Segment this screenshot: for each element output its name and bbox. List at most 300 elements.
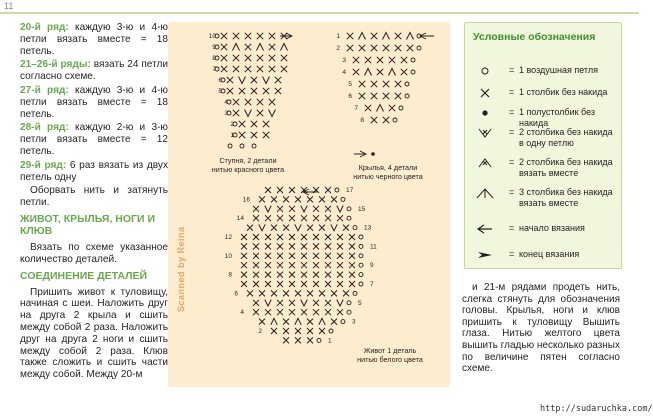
x-stitch-mark <box>245 33 251 39</box>
x-stitch-mark <box>349 253 355 259</box>
row-number: 3 <box>224 110 228 117</box>
x-stitch-mark <box>253 243 259 249</box>
chain-mark <box>347 207 351 211</box>
x-stitch-mark <box>313 281 319 287</box>
x-stitch-mark <box>265 309 271 315</box>
increase-mark <box>259 224 265 230</box>
x-stitch-mark <box>377 57 383 63</box>
row-number: 8 <box>360 117 364 124</box>
chain-mark <box>417 46 421 50</box>
x-stitch-mark <box>263 132 269 138</box>
chain-mark <box>359 273 363 277</box>
x-stitch-mark <box>239 121 245 127</box>
x-stitch-mark <box>301 234 307 240</box>
x-stitch-mark <box>265 272 271 278</box>
x-stitch-mark <box>325 300 331 306</box>
x-stitch-mark <box>265 243 271 249</box>
row-number: 11 <box>370 243 377 251</box>
row-number: 8 <box>212 55 216 62</box>
legend-equals: = <box>509 65 515 75</box>
x-stitch-mark <box>301 215 307 221</box>
chain-mark <box>359 244 363 248</box>
x-stitch-mark <box>371 45 377 51</box>
increase-mark <box>301 206 307 212</box>
section-title-assembly: СОЕДИНЕНИЕ ДЕТАЛЕЙ <box>20 269 148 282</box>
x-stitch-mark <box>337 262 343 268</box>
x-stitch-mark <box>221 33 227 39</box>
x-stitch-mark <box>347 45 353 51</box>
x-stitch-mark <box>245 55 251 61</box>
x-stitch-mark <box>325 281 331 287</box>
x-stitch-mark <box>269 99 275 105</box>
x-stitch-mark <box>247 290 253 296</box>
chain-mark <box>353 291 357 295</box>
top-rule <box>0 12 639 14</box>
x-stitch-mark <box>227 77 233 83</box>
x-stitch-mark <box>337 281 343 287</box>
x-stitch-mark <box>395 45 401 51</box>
row-number: 2 <box>258 328 262 335</box>
x-stitch-mark <box>277 272 283 278</box>
x-stitch-mark <box>313 262 319 268</box>
x-stitch-mark <box>221 44 227 50</box>
x-stitch-mark <box>359 93 365 99</box>
x-stitch-mark <box>275 77 281 83</box>
right-paragraph: и 21-м рядами продеть нить, слегка стянуть для обозначения головы. Крылья, ноги и клюв пришить к туловищу Вышить глаза. Нитью желтого цвета вышить гладью несколько разных по величине пятен согласно схеме. <box>462 282 620 375</box>
x-stitch-mark <box>313 234 319 240</box>
x-stitch-mark <box>325 206 331 212</box>
x-stitch-mark <box>263 121 269 127</box>
row-number: 5 <box>358 299 362 307</box>
x-stitch-mark <box>307 225 313 231</box>
x-stitch-mark <box>257 66 263 72</box>
x-stitch-icon <box>475 87 495 99</box>
legend-text: 1 воздушная петля <box>519 65 598 75</box>
row-number: 3 <box>352 318 356 326</box>
x-stitch-mark <box>233 110 239 116</box>
x-stitch-mark <box>271 196 277 202</box>
chain-mark <box>359 235 363 239</box>
x-stitch-mark <box>325 253 331 259</box>
x-stitch-mark <box>283 196 289 202</box>
x-stitch-mark <box>245 44 251 50</box>
x-stitch-mark <box>371 81 377 87</box>
chain-mark <box>353 226 357 230</box>
row-number: 4 <box>224 99 228 106</box>
x-stitch-mark <box>313 272 319 278</box>
x-stitch-mark <box>325 309 331 315</box>
x-stitch-mark <box>277 215 283 221</box>
x-stitch-mark <box>325 234 331 240</box>
x-stitch-mark <box>319 290 325 296</box>
row-number: 1 <box>336 33 340 40</box>
row-number: 9 <box>212 44 216 51</box>
x-stitch-mark <box>301 272 307 278</box>
chain-mark <box>359 282 363 286</box>
x-stitch-mark <box>289 300 295 306</box>
x-stitch-mark <box>233 66 239 72</box>
row-number: 7 <box>354 105 358 112</box>
decrease-mark <box>295 318 301 324</box>
x-stitch-mark <box>251 132 257 138</box>
chain-mark <box>347 310 351 314</box>
row-number: 16 <box>242 196 250 204</box>
x-stitch-mark <box>289 281 295 287</box>
x-stitch-mark <box>383 93 389 99</box>
x-stitch-mark <box>253 215 259 221</box>
x-stitch-mark <box>289 187 295 193</box>
x-stitch-mark <box>383 81 389 87</box>
x-stitch-mark <box>337 309 343 315</box>
x-stitch-mark <box>257 99 263 105</box>
increase-mark <box>239 77 246 84</box>
x-stitch-mark <box>289 215 295 221</box>
x-stitch-mark <box>313 300 319 306</box>
x-stitch-mark <box>281 55 287 61</box>
x-stitch-mark <box>239 132 245 138</box>
legend-equals: = <box>509 249 515 259</box>
x-stitch-mark <box>269 33 275 39</box>
x-stitch-mark <box>359 81 365 87</box>
x-stitch-mark <box>295 290 301 296</box>
x-stitch-mark <box>307 290 313 296</box>
x-stitch-mark <box>247 225 253 231</box>
legend-text: 2 столбика без накида вязать вместе <box>519 157 613 178</box>
x-stitch-mark <box>253 272 259 278</box>
dot-icon <box>475 107 495 119</box>
x-stitch-mark <box>325 215 331 221</box>
section-text-parts: Вязать по схеме указанное количество деталей. <box>20 241 168 265</box>
x-stitch-mark <box>271 290 277 296</box>
chain-mark <box>317 338 321 342</box>
increase-mark <box>263 77 270 84</box>
x-stitch-mark <box>257 55 263 61</box>
x-stitch-mark <box>377 69 383 75</box>
row-number: 5 <box>348 81 352 88</box>
x-stitch-mark <box>313 206 319 212</box>
caption-belly: Живот 1 деталь нитью белого цвета <box>357 346 423 364</box>
x-stitch-mark <box>269 55 275 61</box>
row-number: 14 <box>236 215 244 223</box>
row-number: 3 <box>342 57 346 64</box>
x-stitch-mark <box>289 253 295 259</box>
legend-equals: = <box>509 87 515 97</box>
x-stitch-mark <box>257 33 263 39</box>
row-number: 7 <box>370 281 374 288</box>
x-stitch-mark <box>259 290 265 296</box>
x-stitch-mark <box>313 243 319 249</box>
decrease-mark <box>271 318 277 324</box>
x-stitch-mark <box>325 187 331 193</box>
x-stitch-mark <box>283 337 289 343</box>
x-stitch-mark <box>301 262 307 268</box>
decrease-mark <box>281 44 288 51</box>
x-stitch-mark <box>383 45 389 51</box>
x-stitch-mark <box>253 262 259 268</box>
x-stitch-mark <box>269 44 275 50</box>
x-stitch-mark <box>401 69 407 75</box>
site-url: http://sudaruchka.com/ <box>540 404 653 414</box>
slip-mark <box>371 152 375 156</box>
finish-text: Оборвать нить и затянуть петли. <box>20 185 168 209</box>
increase-mark <box>245 110 252 117</box>
x-stitch-mark <box>343 290 349 296</box>
legend-equals: = <box>509 187 515 197</box>
x-stitch-mark <box>251 77 257 83</box>
x-stitch-mark <box>349 272 355 278</box>
chain-mark <box>240 144 244 148</box>
crochet-chart <box>168 22 450 387</box>
legend-text: 1 полустолбик без накида <box>519 107 596 128</box>
x-stitch-mark <box>325 243 331 249</box>
x-stitch-mark <box>289 243 295 249</box>
x-stitch-mark <box>301 243 307 249</box>
page-number: 11 <box>4 1 14 11</box>
decrease-mark <box>257 44 264 51</box>
x-stitch-mark <box>395 33 401 39</box>
x-stitch-mark <box>283 319 289 325</box>
chain-mark <box>347 301 351 305</box>
row-number: 6 <box>348 93 352 100</box>
x-stitch-mark <box>371 117 377 123</box>
triple-decrease-icon <box>475 187 495 199</box>
x-stitch-mark <box>395 81 401 87</box>
chain-mark <box>411 70 415 74</box>
x-stitch-mark <box>221 55 227 61</box>
x-stitch-mark <box>371 33 377 39</box>
row-number: 9 <box>370 262 374 270</box>
x-stitch-mark <box>301 253 307 259</box>
increase-mark <box>269 110 276 117</box>
row-instruction-29: 29-й ряд: 6 раз вязать из двух петель одну <box>20 159 168 183</box>
legend-text: конец вязания <box>519 249 580 259</box>
x-stitch-mark <box>371 93 377 99</box>
x-stitch-mark <box>337 272 343 278</box>
x-stitch-mark <box>289 206 295 212</box>
x-stitch-mark <box>313 253 319 259</box>
x-stitch-mark <box>383 117 389 123</box>
right-text <box>462 282 620 375</box>
x-stitch-mark <box>265 215 271 221</box>
x-stitch-mark <box>277 243 283 249</box>
circle-open-icon <box>475 65 495 77</box>
x-stitch-mark <box>253 234 259 240</box>
x-stitch-mark <box>245 66 251 72</box>
x-stitch-mark <box>245 99 251 105</box>
x-stitch-mark <box>259 196 265 202</box>
decrease-mark <box>407 33 414 40</box>
crochet-chart-panel <box>168 22 450 387</box>
chain-mark <box>329 329 333 333</box>
decrease-mark <box>319 318 325 324</box>
x-stitch-mark <box>241 234 247 240</box>
x-stitch-mark <box>221 66 227 72</box>
x-stitch-mark <box>389 105 395 111</box>
row-number: 17 <box>346 187 354 194</box>
section-title-parts: ЖИВОТ, КРЫЛЬЯ, НОГИ И КЛЮВ <box>20 212 156 237</box>
chain-mark <box>399 106 403 110</box>
x-stitch-mark <box>251 88 257 94</box>
x-stitch-mark <box>389 57 395 63</box>
row-number: 2 <box>336 45 340 52</box>
x-stitch-mark <box>313 309 319 315</box>
start-arrow-icon <box>303 189 317 195</box>
chain-mark <box>252 144 256 148</box>
row-number: 13 <box>364 224 372 232</box>
x-stitch-mark <box>277 234 283 240</box>
v-increase-icon <box>475 127 495 139</box>
x-stitch-mark <box>353 57 359 63</box>
row-instruction-27: 27-й ряд: каждую 3-ю и 4-ю петли вязать вместе = 18 петель. <box>20 84 168 120</box>
legend-text: 1 столбик без накида <box>519 87 608 97</box>
x-stitch-mark <box>281 66 287 72</box>
x-stitch-mark <box>265 262 271 268</box>
x-stitch-mark <box>271 225 277 231</box>
row-number: 2 <box>230 121 234 128</box>
chain-mark <box>359 254 363 258</box>
row-instruction-28: 28-й ряд: каждую 2-ю и 3-ю петли вязать вместе = 12 петель. <box>20 122 168 157</box>
decrease-mark <box>359 33 366 40</box>
x-stitch-mark <box>307 337 313 343</box>
legend-equals: = <box>509 107 515 117</box>
x-stitch-mark <box>349 281 355 287</box>
decrease-mark <box>365 69 372 76</box>
x-stitch-mark <box>365 105 371 111</box>
x-stitch-mark <box>277 206 283 212</box>
row-number: 1 <box>328 337 332 345</box>
x-stitch-mark <box>277 281 283 287</box>
chain-mark <box>405 82 409 86</box>
x-stitch-mark <box>307 196 313 202</box>
chain-mark <box>411 58 415 62</box>
x-stitch-mark <box>265 234 271 240</box>
legend-text: 2 столбика без накида в одну петлю <box>519 127 613 148</box>
row-number: 4 <box>342 69 346 76</box>
x-stitch-mark <box>277 300 283 306</box>
x-stitch-mark <box>349 234 355 240</box>
x-stitch-mark <box>253 281 259 287</box>
x-stitch-mark <box>253 206 259 212</box>
row-number: 12 <box>224 234 232 241</box>
chain-mark <box>335 188 339 192</box>
row-number: 10 <box>208 33 216 40</box>
caption-feet: Ступня, 2 детали нитью красного цвета <box>211 156 285 174</box>
row-number: 7 <box>212 66 216 73</box>
x-stitch-mark <box>253 309 259 315</box>
x-stitch-mark <box>359 45 365 51</box>
x-stitch-mark <box>331 196 337 202</box>
x-stitch-mark <box>275 88 281 94</box>
x-stitch-mark <box>289 272 295 278</box>
x-stitch-mark <box>253 300 259 306</box>
legend-text: начало вязания <box>519 223 585 233</box>
decrease-mark <box>233 44 240 51</box>
x-stitch-mark <box>295 337 301 343</box>
x-stitch-mark <box>227 88 233 94</box>
x-stitch-mark <box>307 328 313 334</box>
arrow-start-icon <box>475 223 495 235</box>
x-stitch-mark <box>251 121 257 127</box>
row-number: 10 <box>224 252 232 260</box>
legend-box <box>464 22 622 269</box>
x-stitch-mark <box>277 187 283 193</box>
x-stitch-mark <box>263 88 269 94</box>
start-arrow-icon <box>420 33 434 39</box>
x-stitch-mark <box>269 66 275 72</box>
x-stitch-mark <box>241 262 247 268</box>
watermark: Scanned by Reina <box>176 226 186 312</box>
left-column <box>20 22 168 383</box>
increase-mark <box>295 224 301 230</box>
x-stitch-mark <box>241 272 247 278</box>
row-number: 8 <box>228 271 232 279</box>
x-stitch-mark <box>319 225 325 231</box>
increase-mark <box>337 206 343 212</box>
legend-text: 3 столбика без накида вязать вместе <box>519 187 613 208</box>
x-stitch-mark <box>407 45 413 51</box>
x-stitch-mark <box>241 243 247 249</box>
x-stitch-mark <box>337 253 343 259</box>
chain-mark <box>347 216 351 220</box>
x-stitch-mark <box>307 319 313 325</box>
x-stitch-mark <box>289 309 295 315</box>
x-stitch-mark <box>319 196 325 202</box>
x-stitch-mark <box>295 196 301 202</box>
x-stitch-mark <box>325 262 331 268</box>
increase-mark <box>265 206 271 212</box>
row-number: 4 <box>240 309 244 317</box>
x-stitch-mark <box>277 262 283 268</box>
increase-mark <box>265 300 271 306</box>
row-instruction-20: 20-й ряд: каждую 3-ю и 4-ю петли вязать вместе = 18 петель. <box>20 22 168 57</box>
row-number: 5 <box>218 88 222 95</box>
x-stitch-mark <box>257 110 263 116</box>
x-stitch-mark <box>289 262 295 268</box>
chain-mark <box>405 94 409 98</box>
arrow-end-icon <box>475 249 495 261</box>
x-stitch-mark <box>349 243 355 249</box>
x-stitch-mark <box>233 33 239 39</box>
x-stitch-mark <box>283 225 289 231</box>
x-stitch-mark <box>337 234 343 240</box>
legend-equals: = <box>509 127 515 137</box>
legend-equals: = <box>509 157 515 167</box>
section-text-assembly: Пришить живот к туловищу, начиная с шеи. Наложить друг на друга 2 крыла и сшить между собой 2 раза. Наложить друг на друга 2 ноги и сшить между собой 2 раза. Клюв также сложить и сшить части между собой. Между 20-м <box>20 286 168 381</box>
x-stitch-mark <box>349 262 355 268</box>
x-stitch-mark <box>337 215 343 221</box>
increase-mark <box>301 300 307 306</box>
x-stitch-mark <box>347 33 353 39</box>
x-stitch-mark <box>313 215 319 221</box>
x-stitch-mark <box>337 243 343 249</box>
row-number: 15 <box>358 205 366 213</box>
chain-mark <box>341 320 345 324</box>
x-stitch-mark <box>283 290 289 296</box>
x-stitch-mark <box>265 187 271 193</box>
x-stitch-mark <box>241 281 247 287</box>
x-stitch-mark <box>233 99 239 105</box>
legend-equals: = <box>509 223 515 233</box>
x-stitch-mark <box>301 309 307 315</box>
x-stitch-mark <box>289 234 295 240</box>
x-stitch-mark <box>271 328 277 334</box>
chain-mark <box>228 144 232 148</box>
x-stitch-mark <box>331 319 337 325</box>
x-stitch-mark <box>365 57 371 63</box>
x-stitch-mark <box>331 290 337 296</box>
chain-mark <box>359 263 363 267</box>
decrease-mark <box>377 105 384 112</box>
